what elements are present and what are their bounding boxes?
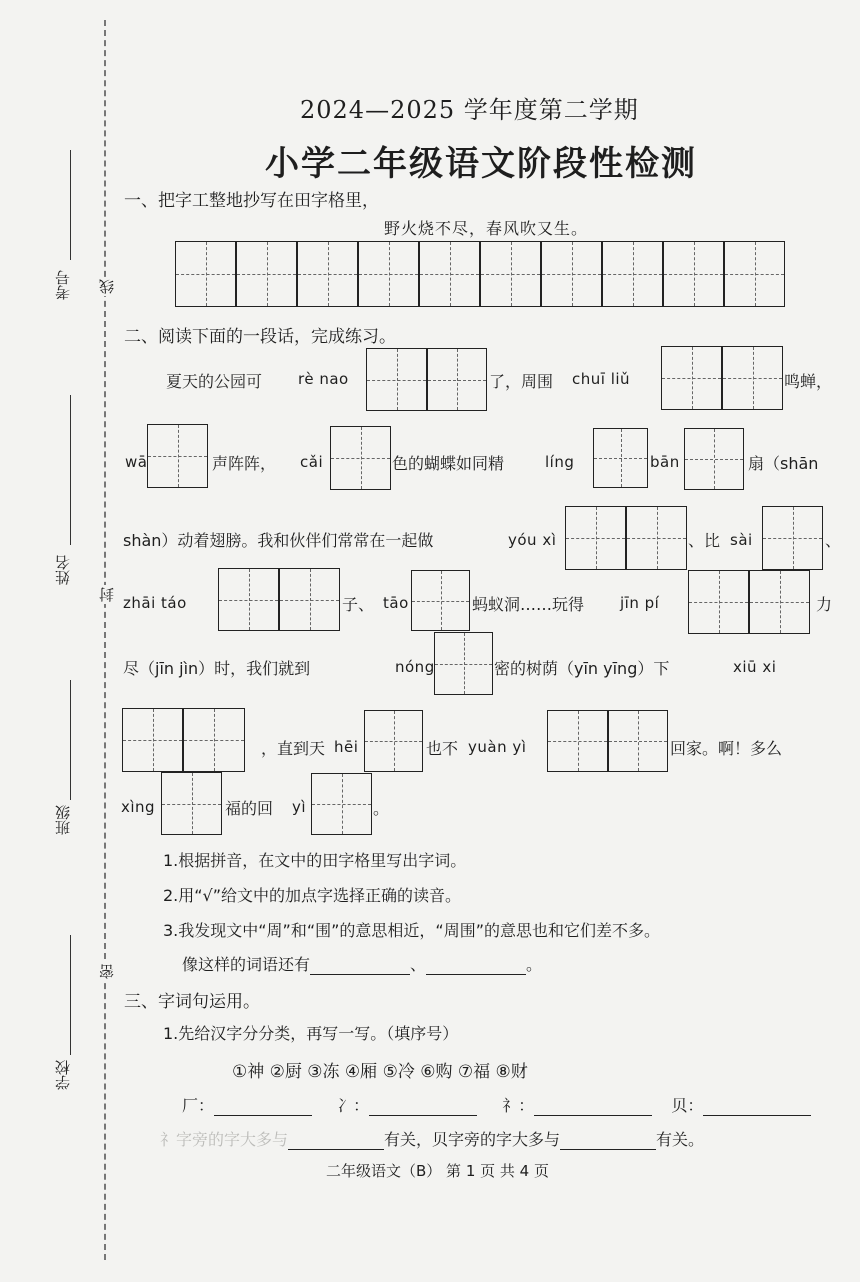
copy-cell[interactable] bbox=[236, 241, 297, 307]
question-1: 1.根据拼音，在文中的田字格里写出字词。 bbox=[163, 851, 467, 870]
year-title: 2024—2025 学年度第二学期 bbox=[300, 96, 639, 124]
answer-blank[interactable] bbox=[214, 1097, 312, 1116]
answer-cell[interactable] bbox=[364, 710, 423, 772]
answer-cell[interactable] bbox=[161, 772, 222, 835]
answer-blank[interactable] bbox=[703, 1097, 811, 1116]
copy-cell[interactable] bbox=[297, 241, 358, 307]
answer-cell[interactable] bbox=[122, 708, 183, 772]
answer-blank[interactable] bbox=[534, 1097, 652, 1116]
copy-cell[interactable] bbox=[175, 241, 236, 307]
page-footer: 二年级语文（B） 第 1 页 共 4 页 bbox=[326, 1162, 549, 1180]
passage-text: 了，周围 bbox=[489, 372, 554, 391]
passage-text: 蚂蚁洞……玩得 bbox=[472, 595, 585, 614]
copy-cell[interactable] bbox=[724, 241, 785, 307]
answer-cell[interactable] bbox=[688, 570, 749, 634]
copy-cell[interactable] bbox=[358, 241, 419, 307]
pinyin: yóu xì bbox=[508, 531, 557, 549]
passage-text: 、 bbox=[825, 531, 842, 550]
pinyin: nóng bbox=[395, 658, 435, 676]
answer-cell[interactable] bbox=[427, 348, 487, 411]
passage-text: 鸣蝉， bbox=[784, 372, 833, 391]
answer-cell[interactable] bbox=[762, 506, 823, 570]
answer-cell[interactable] bbox=[183, 708, 245, 772]
answer-cell[interactable] bbox=[661, 346, 722, 410]
answer-cell[interactable] bbox=[684, 428, 744, 490]
section3-heading: 三、字词句运用。 bbox=[124, 992, 260, 1012]
kaohao-label: 考号 bbox=[54, 270, 72, 300]
passage-text: shàn）动着翅膀。我和伙伴们常常在一起做 bbox=[123, 531, 434, 550]
binding-dashed-line bbox=[104, 20, 106, 1260]
answer-cell[interactable] bbox=[311, 773, 372, 835]
banji-label: 班级 bbox=[54, 805, 72, 835]
answer-cell[interactable] bbox=[547, 710, 608, 772]
answer-cell[interactable] bbox=[749, 570, 810, 634]
pinyin: bān bbox=[650, 453, 680, 471]
xuexiao-label: 学校 bbox=[54, 1060, 72, 1090]
passage-text: 也不 bbox=[426, 739, 459, 758]
answer-cell[interactable] bbox=[147, 424, 208, 488]
xian-label: 线 bbox=[98, 279, 116, 294]
copy-cell[interactable] bbox=[480, 241, 541, 307]
copy-cell[interactable] bbox=[602, 241, 663, 307]
pinyin: rè nao bbox=[298, 370, 349, 388]
radical-row: 厂： 冫： 礻： 贝： bbox=[182, 1093, 811, 1116]
pinyin: cǎi bbox=[300, 453, 324, 471]
passage-text: 回家。啊！多么 bbox=[670, 739, 783, 758]
pinyin: wā bbox=[125, 453, 148, 471]
xingming-label: 姓名 bbox=[54, 555, 72, 585]
answer-cell[interactable] bbox=[330, 426, 391, 490]
pinyin: chuī liǔ bbox=[572, 370, 631, 388]
xuexiao-rule bbox=[70, 935, 71, 1055]
poem-line: 野火烧不尽，春风吹又生。 bbox=[384, 219, 589, 238]
answer-blank[interactable] bbox=[426, 956, 526, 975]
pinyin: sài bbox=[730, 531, 753, 549]
pinyin: xiū xi bbox=[733, 658, 777, 676]
radical-meaning-line: 礻字旁的字大多与 有关，贝字旁的字大多与 有关。 bbox=[160, 1130, 705, 1149]
question-3-line2: 像这样的词语还有 、 。 bbox=[182, 955, 543, 974]
passage-text: 。 bbox=[373, 799, 390, 818]
pinyin: zhāi táo bbox=[123, 594, 187, 612]
passage-text: 尽（jīn jìn）时，我们就到 bbox=[123, 659, 311, 678]
copy-cell[interactable] bbox=[541, 241, 602, 307]
passage-text: 夏天的公园可 bbox=[166, 372, 263, 391]
passage-text: 力 bbox=[816, 595, 833, 614]
passage-text: 色的蝴蝶如同精 bbox=[392, 454, 505, 473]
answer-blank[interactable] bbox=[310, 956, 410, 975]
passage-text: 密的树荫（yīn yīng）下 bbox=[494, 659, 670, 678]
xingming-rule bbox=[70, 395, 71, 545]
answer-cell[interactable] bbox=[565, 506, 626, 570]
copy-cell[interactable] bbox=[663, 241, 724, 307]
pinyin: yuàn yì bbox=[468, 738, 527, 756]
answer-cell[interactable] bbox=[722, 346, 783, 410]
answer-cell[interactable] bbox=[434, 632, 493, 695]
answer-blank[interactable] bbox=[560, 1131, 656, 1150]
pinyin: líng bbox=[545, 453, 575, 471]
answer-cell[interactable] bbox=[218, 568, 279, 631]
section1-heading: 一、把字工整地抄写在田字格里， bbox=[124, 191, 379, 211]
pinyin: yì bbox=[292, 798, 307, 816]
pinyin: hēi bbox=[334, 738, 359, 756]
copy-grid-row bbox=[175, 241, 785, 307]
answer-cell[interactable] bbox=[593, 428, 648, 488]
answer-blank[interactable] bbox=[369, 1097, 477, 1116]
passage-text: 福的回 bbox=[225, 799, 274, 818]
pinyin: jīn pí bbox=[620, 594, 660, 612]
passage-text: 、比 bbox=[688, 531, 721, 550]
answer-cell[interactable] bbox=[608, 710, 668, 772]
answer-blank[interactable] bbox=[288, 1131, 384, 1150]
answer-cell[interactable] bbox=[279, 568, 340, 631]
pinyin: tāo bbox=[383, 594, 409, 612]
question-3: 3.我发现文中“周”和“围”的意思相近，“周围”的意思也和它们差不多。 bbox=[163, 921, 661, 940]
page-title: 小学二年级语文阶段性检测 bbox=[265, 144, 697, 184]
character-options: ①神 ②厨 ③冻 ④厢 ⑤冷 ⑥购 ⑦福 ⑧财 bbox=[232, 1062, 528, 1082]
mi-label: 密 bbox=[98, 964, 116, 979]
answer-cell[interactable] bbox=[366, 348, 427, 411]
kaohao-rule bbox=[70, 150, 71, 260]
passage-text: 声阵阵， bbox=[212, 454, 277, 473]
passage-text: 子、 bbox=[342, 595, 375, 614]
answer-cell[interactable] bbox=[626, 506, 687, 570]
feng-label: 封 bbox=[98, 587, 116, 602]
passage-text: 扇（shān bbox=[748, 454, 819, 473]
passage-text: ，直到天 bbox=[261, 739, 326, 758]
banji-rule bbox=[70, 680, 71, 800]
section2-heading: 二、阅读下面的一段话，完成练习。 bbox=[124, 327, 396, 347]
section3-question-1: 1.先给汉字分分类，再写一写。（填序号） bbox=[163, 1024, 459, 1043]
copy-cell[interactable] bbox=[419, 241, 480, 307]
pinyin: xìng bbox=[121, 798, 156, 816]
answer-cell[interactable] bbox=[411, 570, 470, 631]
question-2: 2.用“√”给文中的加点字选择正确的读音。 bbox=[163, 886, 462, 905]
